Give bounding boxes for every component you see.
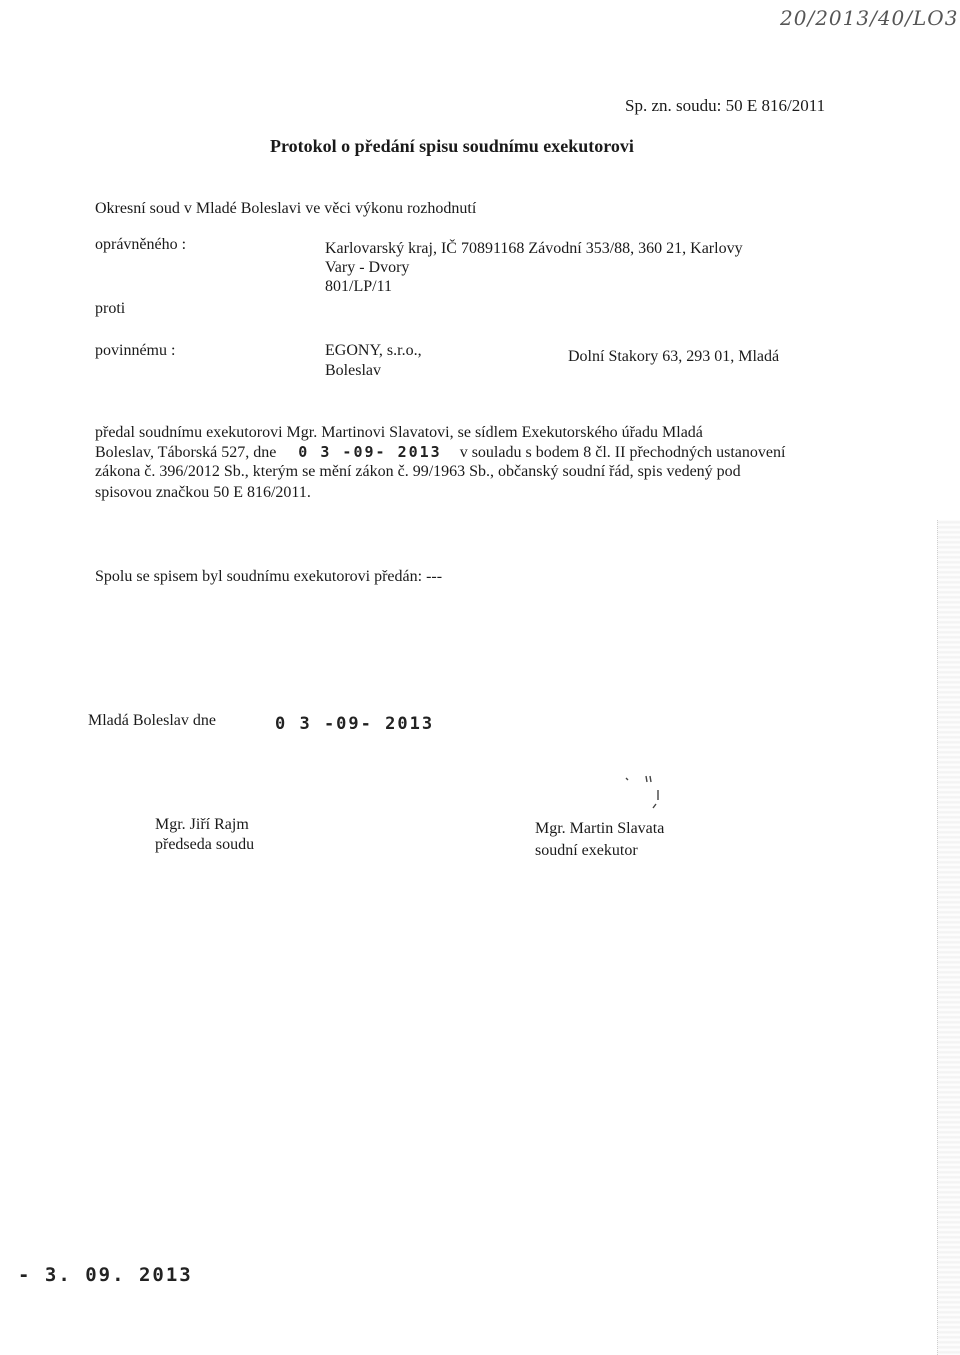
obligated-name-line2: Boleslav [325,362,381,379]
handover-line: Spolu se spisem byl soudnímu exekutorovi předán: --- [95,568,443,585]
body-line-2-end: v souladu s bodem 8 čl. II přechodných ustanovení [459,444,786,461]
body-line-2 [95,443,785,462]
page-title: Protokol o předání spisu soudnímu exekutorovi [270,136,634,156]
body-line-1: předal soudnímu exekutorovi Mgr. Martinovi Slavatovi, se sídlem Exekutorského úřadu Mladá [95,424,703,441]
place-date-label: Mladá Boleslav dne [88,712,216,729]
body-line-4: spisovou značkou 50 E 816/2011. [95,484,311,501]
body-line-2-start: Boleslav, Táborská 527, dne [95,444,277,461]
entitled-party-line3: 801/LP/11 [325,278,392,295]
body-line-3: zákona č. 396/2012 Sb., kterým se mění zákon č. 99/1963 Sb., občanský soudní řád, spis vedený pod [95,463,741,480]
date-stamp-inline: 0 3 -09- 2013 [298,443,442,461]
entitled-party-line2: Vary - Dvory [325,259,410,276]
signature-left-name: Mgr. Jiří Rajm [155,816,249,833]
case-number: Sp. zn. soudu: 50 E 816/2011 [625,96,826,115]
handwritten-reference: 20/2013/40/LO3 [780,6,959,30]
entitled-label: oprávněného : [95,236,187,253]
signature-left-role: předseda soudu [155,836,255,853]
obligated-label: povinnému : [95,342,176,359]
signature-scribble-icon [622,770,662,810]
against-label: proti [95,300,126,317]
entitled-party-line1: Karlovarský kraj, IČ 70891168 Závodní 353/88, 360 21, Karlovy [325,240,743,257]
date-stamp: 0 3 -09- 2013 [275,714,435,734]
scan-edge-artifact [937,520,960,1355]
signature-right-name: Mgr. Martin Slavata [535,820,665,837]
obligated-name-line1: EGONY, s.r.o., [325,342,422,359]
signature-right-mark [622,770,662,810]
intro-line: Okresní soud v Mladé Boleslavi ve věci výkonu rozhodnutí [95,200,477,217]
footer-date-stamp: - 3. 09. 2013 [18,1264,193,1286]
obligated-address: Dolní Stakory 63, 293 01, Mladá [568,348,780,365]
signature-right-role: soudní exekutor [535,842,638,859]
